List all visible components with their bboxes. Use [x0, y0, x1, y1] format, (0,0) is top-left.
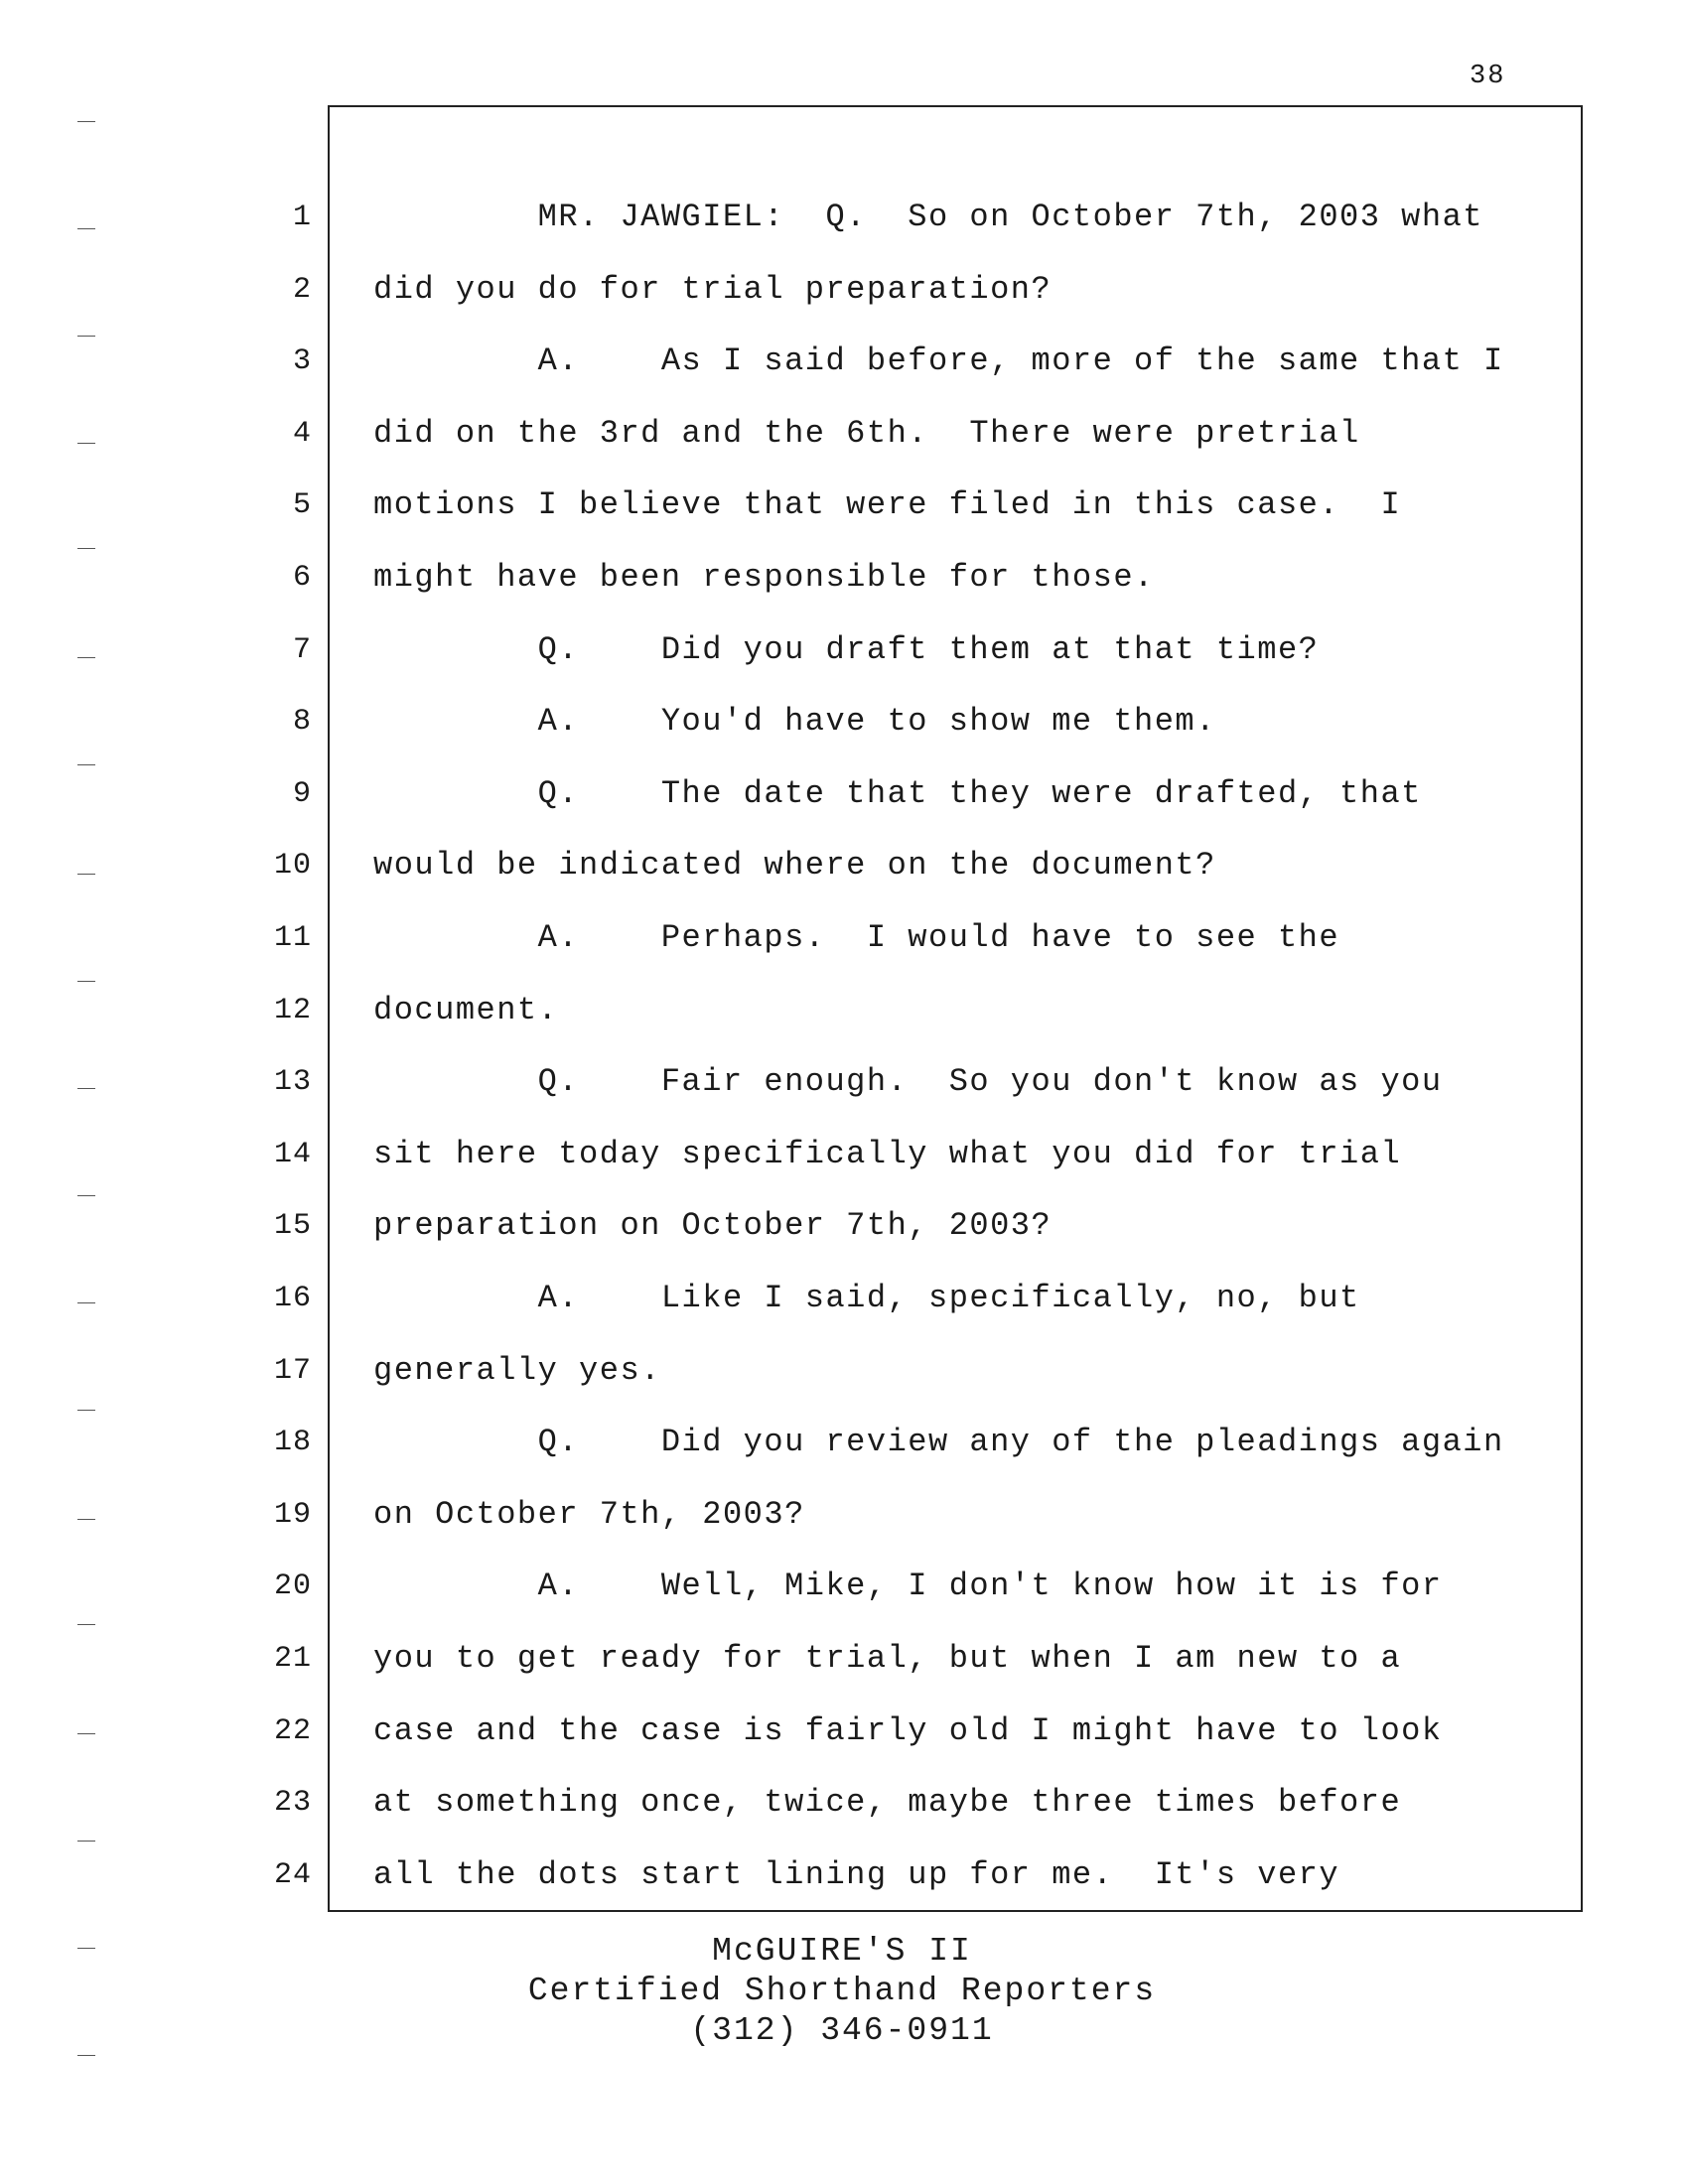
- transcript-line: Q. Did you draft them at that time?: [373, 631, 1320, 668]
- line-number: 10: [273, 849, 312, 883]
- line-number: 3: [292, 344, 312, 378]
- transcript-line: generally yes.: [373, 1352, 661, 1389]
- line-number: 16: [273, 1282, 312, 1315]
- line-number: 18: [273, 1426, 312, 1459]
- line-number: 22: [273, 1714, 312, 1748]
- margin-tick: [77, 2055, 95, 2056]
- transcript-line: document.: [373, 992, 559, 1028]
- transcript-line: MR. JAWGIEL: Q. So on October 7th, 2003 what: [373, 199, 1483, 235]
- line-number: 5: [292, 488, 312, 522]
- margin-tick: [77, 1088, 95, 1089]
- transcript-line: A. As I said before, more of the same that I: [373, 342, 1504, 379]
- footer: [0, 1932, 1684, 2051]
- transcript-line: did on the 3rd and the 6th. There were pretrial: [373, 415, 1360, 452]
- transcript-line: did you do for trial preparation?: [373, 271, 1052, 308]
- margin-tick: [77, 1195, 95, 1196]
- transcript-line: A. Like I said, specifically, no, but: [373, 1280, 1360, 1316]
- line-number: 19: [273, 1498, 312, 1532]
- transcript-line: might have been responsible for those.: [373, 559, 1155, 596]
- transcript-line: Q. Fair enough. So you don't know as you: [373, 1063, 1443, 1100]
- footer-title: Certified Shorthand Reporters: [527, 1973, 1157, 2009]
- margin-tick: [77, 1733, 95, 1734]
- margin-tick: [77, 1624, 95, 1625]
- transcript-line: sit here today specifically what you did for trial: [373, 1136, 1402, 1172]
- line-number: 2: [292, 273, 312, 307]
- margin-ticks: [77, 0, 97, 2184]
- margin-tick: [77, 874, 95, 875]
- transcript-line: A. You'd have to show me them.: [373, 703, 1216, 740]
- line-number: 11: [273, 921, 312, 955]
- footer-company: McGUIRE'S II: [712, 1933, 972, 1970]
- transcript-line: you to get ready for trial, but when I am new to a: [373, 1640, 1402, 1677]
- line-number: 13: [273, 1065, 312, 1099]
- transcript-line: case and the case is fairly old I might have to look: [373, 1712, 1443, 1749]
- line-number: 15: [273, 1209, 312, 1243]
- line-number: 4: [292, 417, 312, 451]
- margin-tick: [77, 764, 95, 765]
- line-number: 1: [292, 201, 312, 234]
- transcript-line: preparation on October 7th, 2003?: [373, 1207, 1052, 1244]
- margin-tick: [77, 1302, 95, 1303]
- page-number: 38: [1470, 62, 1506, 91]
- margin-tick: [77, 981, 95, 982]
- margin-tick: [77, 228, 95, 229]
- transcript-line: A. Perhaps. I would have to see the: [373, 919, 1340, 956]
- line-number: 12: [273, 994, 312, 1027]
- transcript-line: at something once, twice, maybe three times before: [373, 1784, 1402, 1821]
- margin-tick: [77, 336, 95, 337]
- transcript-line: motions I believe that were filed in this case. I: [373, 486, 1402, 523]
- margin-tick: [77, 1519, 95, 1520]
- footer-phone: (312) 346-0911: [690, 2012, 994, 2049]
- line-number: 9: [292, 777, 312, 811]
- transcript-line: Q. The date that they were drafted, that: [373, 775, 1422, 812]
- transcript-line: A. Well, Mike, I don't know how it is for: [373, 1568, 1443, 1604]
- margin-tick: [77, 1410, 95, 1411]
- line-number: 14: [273, 1138, 312, 1171]
- line-number: 24: [273, 1858, 312, 1892]
- margin-tick: [77, 1841, 95, 1842]
- transcript-line: all the dots start lining up for me. It's very: [373, 1856, 1340, 1893]
- line-number: 20: [273, 1570, 312, 1603]
- transcript-line: Q. Did you review any of the pleadings again: [373, 1424, 1504, 1460]
- transcript-line: would be indicated where on the document?: [373, 847, 1216, 884]
- line-number: 6: [292, 561, 312, 595]
- line-number: 17: [273, 1354, 312, 1388]
- margin-tick: [77, 548, 95, 549]
- margin-tick: [77, 443, 95, 444]
- transcript-line: on October 7th, 2003?: [373, 1496, 805, 1533]
- margin-tick: [77, 657, 95, 658]
- line-number: 8: [292, 705, 312, 739]
- line-number: 7: [292, 633, 312, 667]
- line-number: 23: [273, 1786, 312, 1820]
- margin-tick: [77, 121, 95, 122]
- line-number: 21: [273, 1642, 312, 1676]
